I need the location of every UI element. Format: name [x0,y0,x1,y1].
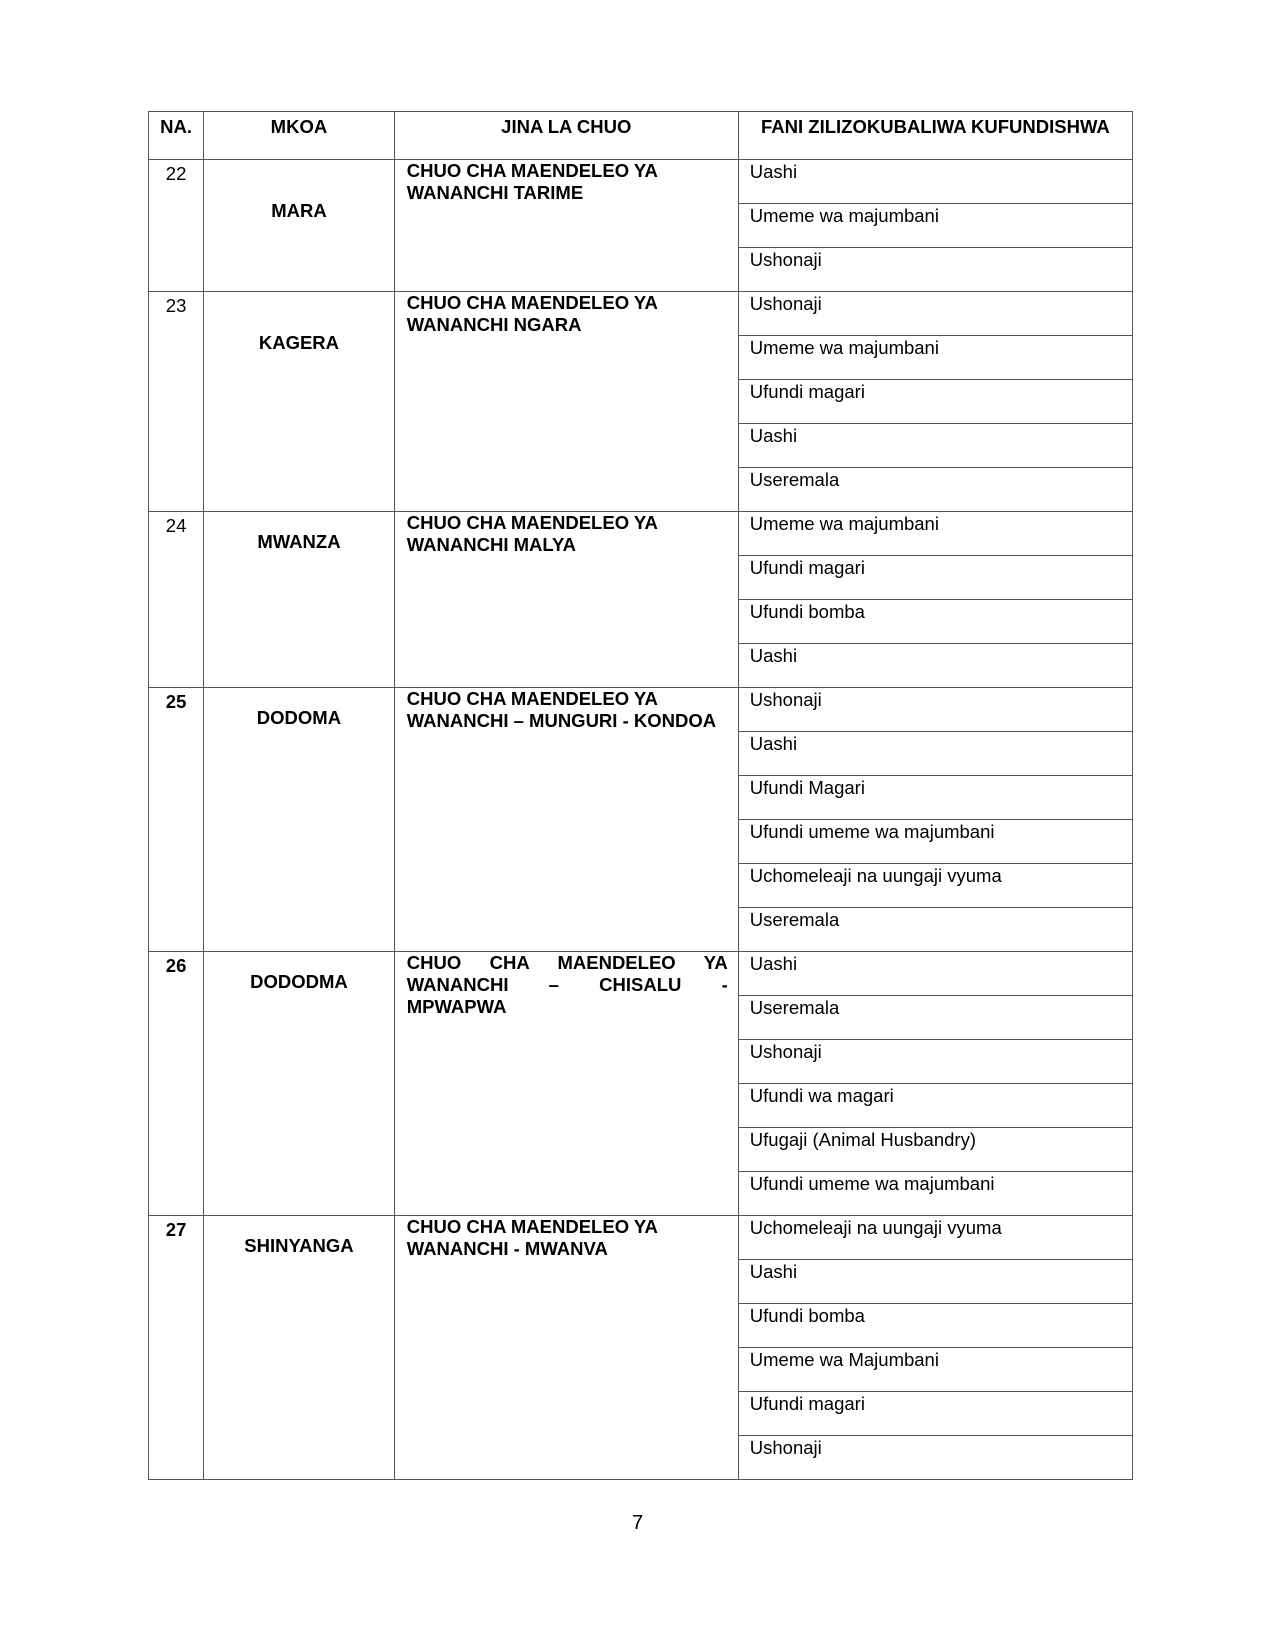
chuo-name-line: WANANCHI NGARA [406,314,582,335]
header-row [149,112,1133,160]
fani-item: Uashi [749,161,798,182]
table-row [149,160,1133,204]
cell-mkoa: SHINYANGA [204,1216,395,1480]
cell-fani [738,556,1132,600]
cell-fani [738,380,1132,424]
fani-item: Ufundi umeme wa majumbani [749,821,995,842]
cell-chuo [394,1216,738,1480]
table-row [149,512,1133,556]
fani-item: Umeme wa majumbani [749,337,939,358]
cell-na: 23 [149,292,204,512]
cell-fani [738,1304,1132,1348]
page-number: 7 [631,1512,644,1534]
table-row [149,952,1133,996]
table-row [149,1216,1133,1260]
cell-fani [738,1084,1132,1128]
cell-fani [738,1040,1132,1084]
cell-chuo [394,292,738,512]
cell-fani [738,644,1132,688]
fani-item: Uashi [749,733,798,754]
chuo-name-line: WANANCHI TARIME [406,182,584,203]
cell-chuo [394,512,738,688]
fani-item: Ufundi bomba [749,601,865,622]
fani-item: Useremala [749,997,840,1018]
fani-item: Ushonaji [749,293,822,314]
chuo-name-line: CHUO CHA MAENDELEO YA [406,512,658,533]
header-chuo: JINA LA CHUO [394,112,738,160]
cell-fani [738,996,1132,1040]
fani-item: Ushonaji [749,1041,822,1062]
fani-item: Ufundi bomba [749,1305,865,1326]
cell-fani [738,292,1132,336]
cell-fani [738,776,1132,820]
cell-fani [738,1392,1132,1436]
cell-fani [738,1260,1132,1304]
cell-fani [738,1348,1132,1392]
header-na: NA. [149,112,204,160]
fani-item: Ufundi Magari [749,777,865,798]
cell-mkoa: MARA [204,160,395,292]
fani-item: Ufundi magari [749,381,865,402]
fani-item: Ufundi wa magari [749,1085,894,1106]
fani-item: Useremala [749,909,840,930]
fani-item: Uashi [749,645,798,666]
cell-fani [738,952,1132,996]
cell-fani [738,160,1132,204]
cell-chuo [394,688,738,952]
fani-item: Ufugaji (Animal Husbandry) [749,1129,976,1150]
cell-chuo [394,952,738,1216]
cell-na: 27 [149,1216,204,1480]
cell-na: 26 [149,952,204,1216]
chuo-name-line: MPWAPWA [406,996,507,1017]
cell-fani [738,864,1132,908]
cell-fani [738,908,1132,952]
fani-item: Uchomeleaji na uungaji vyuma [749,1217,1002,1238]
cell-na: 24 [149,512,204,688]
fani-item: Ushonaji [749,1437,822,1458]
fani-item: Umeme wa majumbani [749,513,939,534]
fani-item: Umeme wa majumbani [749,205,939,226]
cell-mkoa: DODODMA [204,952,395,1216]
fani-item: Umeme wa Majumbani [749,1349,939,1370]
cell-fani [738,204,1132,248]
cell-fani [738,424,1132,468]
fani-item: Useremala [749,469,840,490]
fani-item: Uchomeleaji na uungaji vyuma [749,865,1002,886]
fani-item: Ufundi magari [749,557,865,578]
cell-fani [738,688,1132,732]
chuo-name-line: WANANCHI - MWANVA [406,1238,608,1259]
cell-fani [738,600,1132,644]
fani-item: Ufundi magari [749,1393,865,1414]
fani-item: Uashi [749,425,798,446]
cell-na: 22 [149,160,204,292]
cell-fani [738,336,1132,380]
fani-item: Ufundi umeme wa majumbani [749,1173,995,1194]
institutions-table [148,111,1133,1480]
chuo-name-line: WANANCHI MALYA [406,534,576,555]
cell-na: 25 [149,688,204,952]
cell-mkoa: KAGERA [204,292,395,512]
cell-fani [738,1436,1132,1480]
cell-fani [738,468,1132,512]
header-fani: FANI ZILIZOKUBALIWA KUFUNDISHWA [738,112,1132,160]
cell-fani [738,1128,1132,1172]
fani-item: Uashi [749,953,798,974]
cell-fani [738,732,1132,776]
cell-mkoa: MWANZA [204,512,395,688]
fani-item: Ushonaji [749,249,822,270]
cell-fani [738,248,1132,292]
header-mkoa: MKOA [204,112,395,160]
chuo-name-line: CHUO CHA MAENDELEO YA [406,292,658,313]
cell-fani [738,820,1132,864]
cell-fani [738,1216,1132,1260]
fani-item: Ushonaji [749,689,822,710]
cell-fani [738,512,1132,556]
fani-item: Uashi [749,1261,798,1282]
chuo-name-line: WANANCHI – CHISALU - [406,974,728,995]
table-body [149,160,1133,1480]
cell-chuo [394,160,738,292]
cell-mkoa: DODOMA [204,688,395,952]
chuo-name-line: CHUO CHA MAENDELEO YA [406,1216,658,1237]
table-row [149,292,1133,336]
chuo-name-line: CHUO CHA MAENDELEO YA [406,688,658,709]
cell-fani [738,1172,1132,1216]
chuo-name-line: CHUO CHA MAENDELEO YA [406,952,728,973]
chuo-name-line: CHUO CHA MAENDELEO YA [406,160,658,181]
chuo-name-line: WANANCHI – MUNGURI - KONDOA [406,710,717,731]
table-row [149,688,1133,732]
